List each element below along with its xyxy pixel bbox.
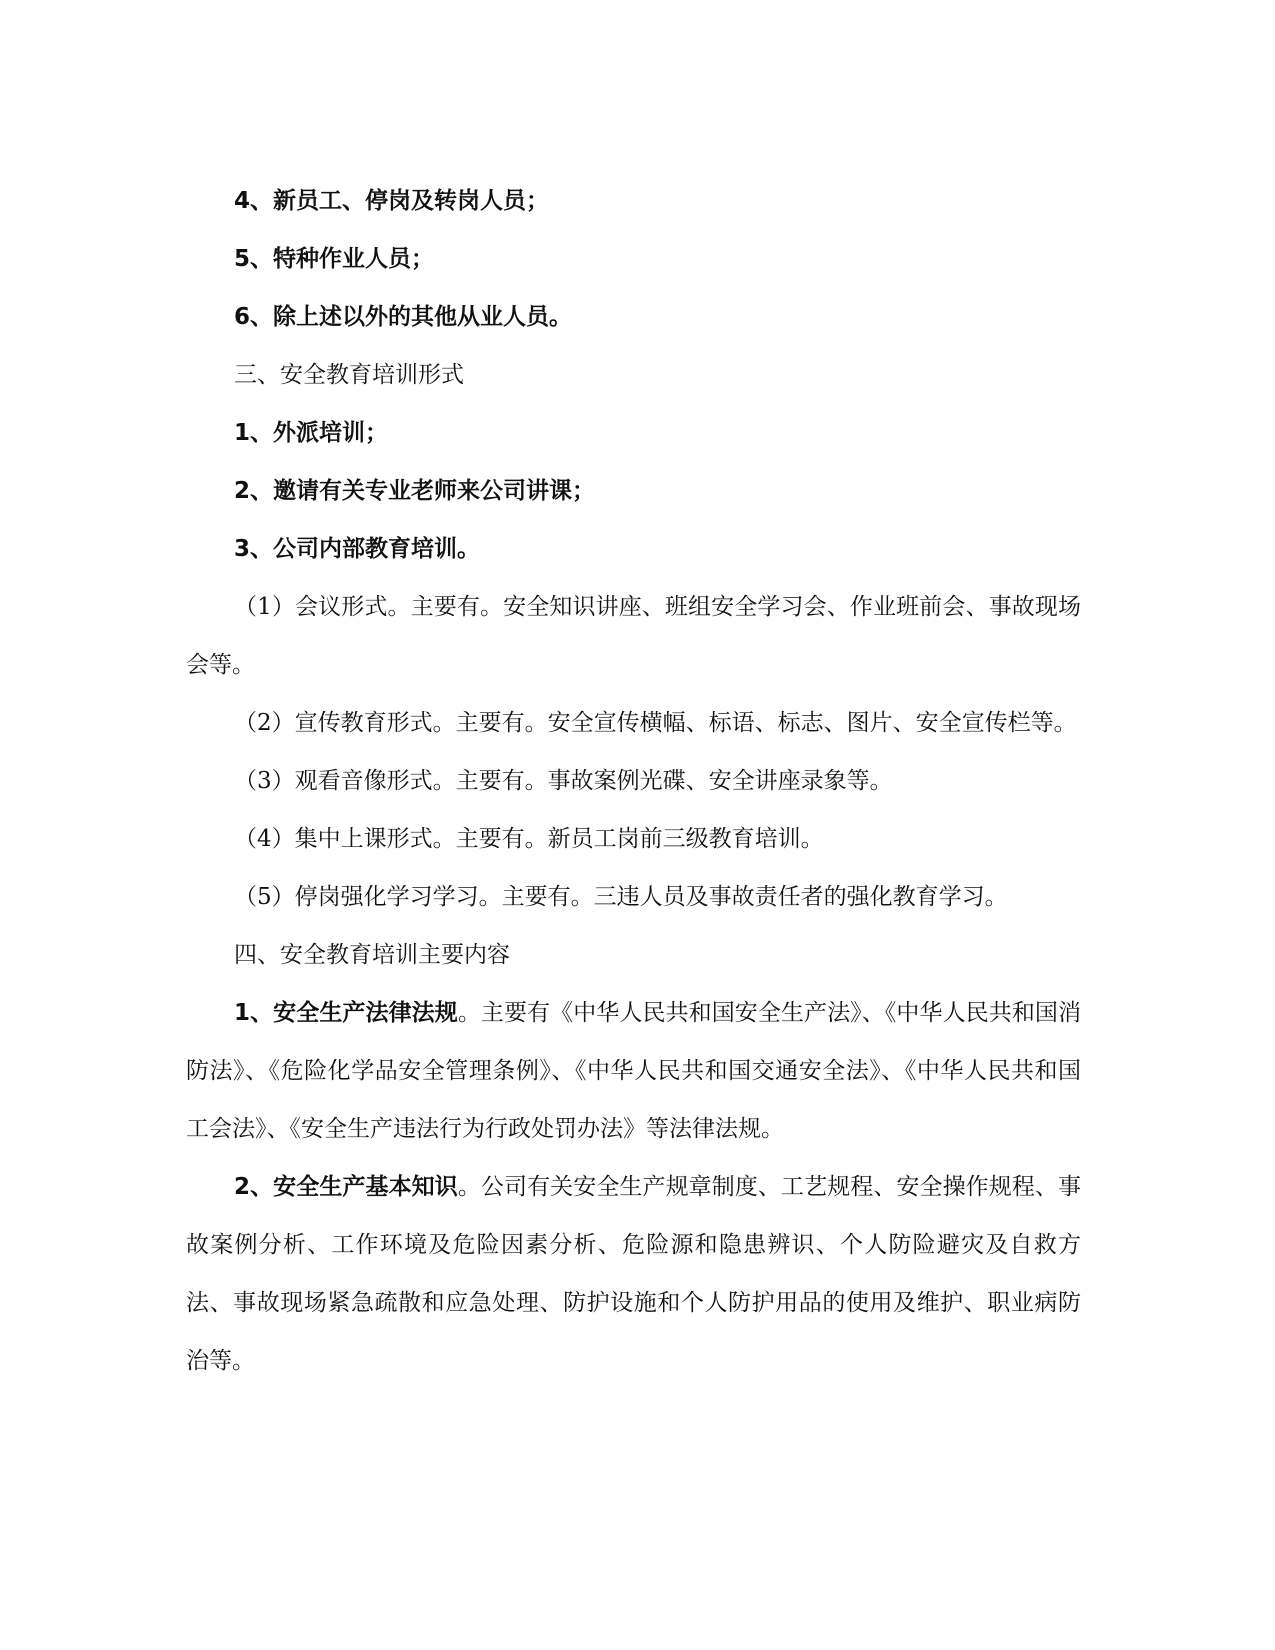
list-item-other-staff: 6、除上述以外的其他从业人员。 [234,304,573,330]
content-item-basic-knowledge-lead: 2、安全生产基本知识 [234,1174,458,1200]
content-item-laws-lead: 1、安全生产法律法规 [234,1000,458,1026]
content-item-basic-knowledge-text: 。公司有关安全生产规章制度、工艺规程、安全操作规程、事故案例分析、工作环境及危险因素分析、危险源和隐患辨识、个人防险避灾及自救方法、事故现场紧急疏散和应急处理、防护设施和个人防护用品的使用及维护、职业病防治等。 [186,1174,1081,1374]
list-item-invite-teachers: 2、邀请有关专业老师来公司讲课； [234,478,596,504]
section-heading-training-content: 四、安全教育培训主要内容 [234,942,510,968]
list-item-new-staff: 4、新员工、停岗及转岗人员； [234,188,550,214]
sub-item-video-form: （3）观看音像形式。主要有。事故案例光碟、安全讲座录象等。 [234,768,893,794]
list-item-special-operators: 5、特种作业人员； [234,246,435,272]
content-item-laws-text: 。主要有《中华人民共和国安全生产法》、《中华人民共和国消防法》、《危险化学品安全管理条例》、《中华人民共和国交通安全法》、《中华人民共和国工会法》、《安全生产违法行为行政处罚办法》等法律法规。 [186,1000,1081,1142]
sub-item-publicity-form: （2）宣传教育形式。主要有。安全宣传横幅、标语、标志、图片、安全宣传栏等。 [234,710,1077,736]
list-item-external-training: 1、外派培训； [234,420,389,446]
sub-item-suspension-study: （5）停岗强化学习学习。主要有。三违人员及事故责任者的强化教育学习。 [234,884,1008,910]
sub-item-class-form: （4）集中上课形式。主要有。新员工岗前三级教育培训。 [234,826,824,852]
content-item-basic-knowledge [186,1158,1081,1390]
content-item-laws [186,984,1081,1158]
document-body [186,172,1081,1390]
list-item-internal-training: 3、公司内部教育培训。 [234,536,481,562]
sub-item-meeting-form: （1）会议形式。主要有。安全知识讲座、班组安全学习会、作业班前会、事故现场会等。 [186,594,1081,678]
section-heading-training-forms: 三、安全教育培训形式 [234,362,464,388]
